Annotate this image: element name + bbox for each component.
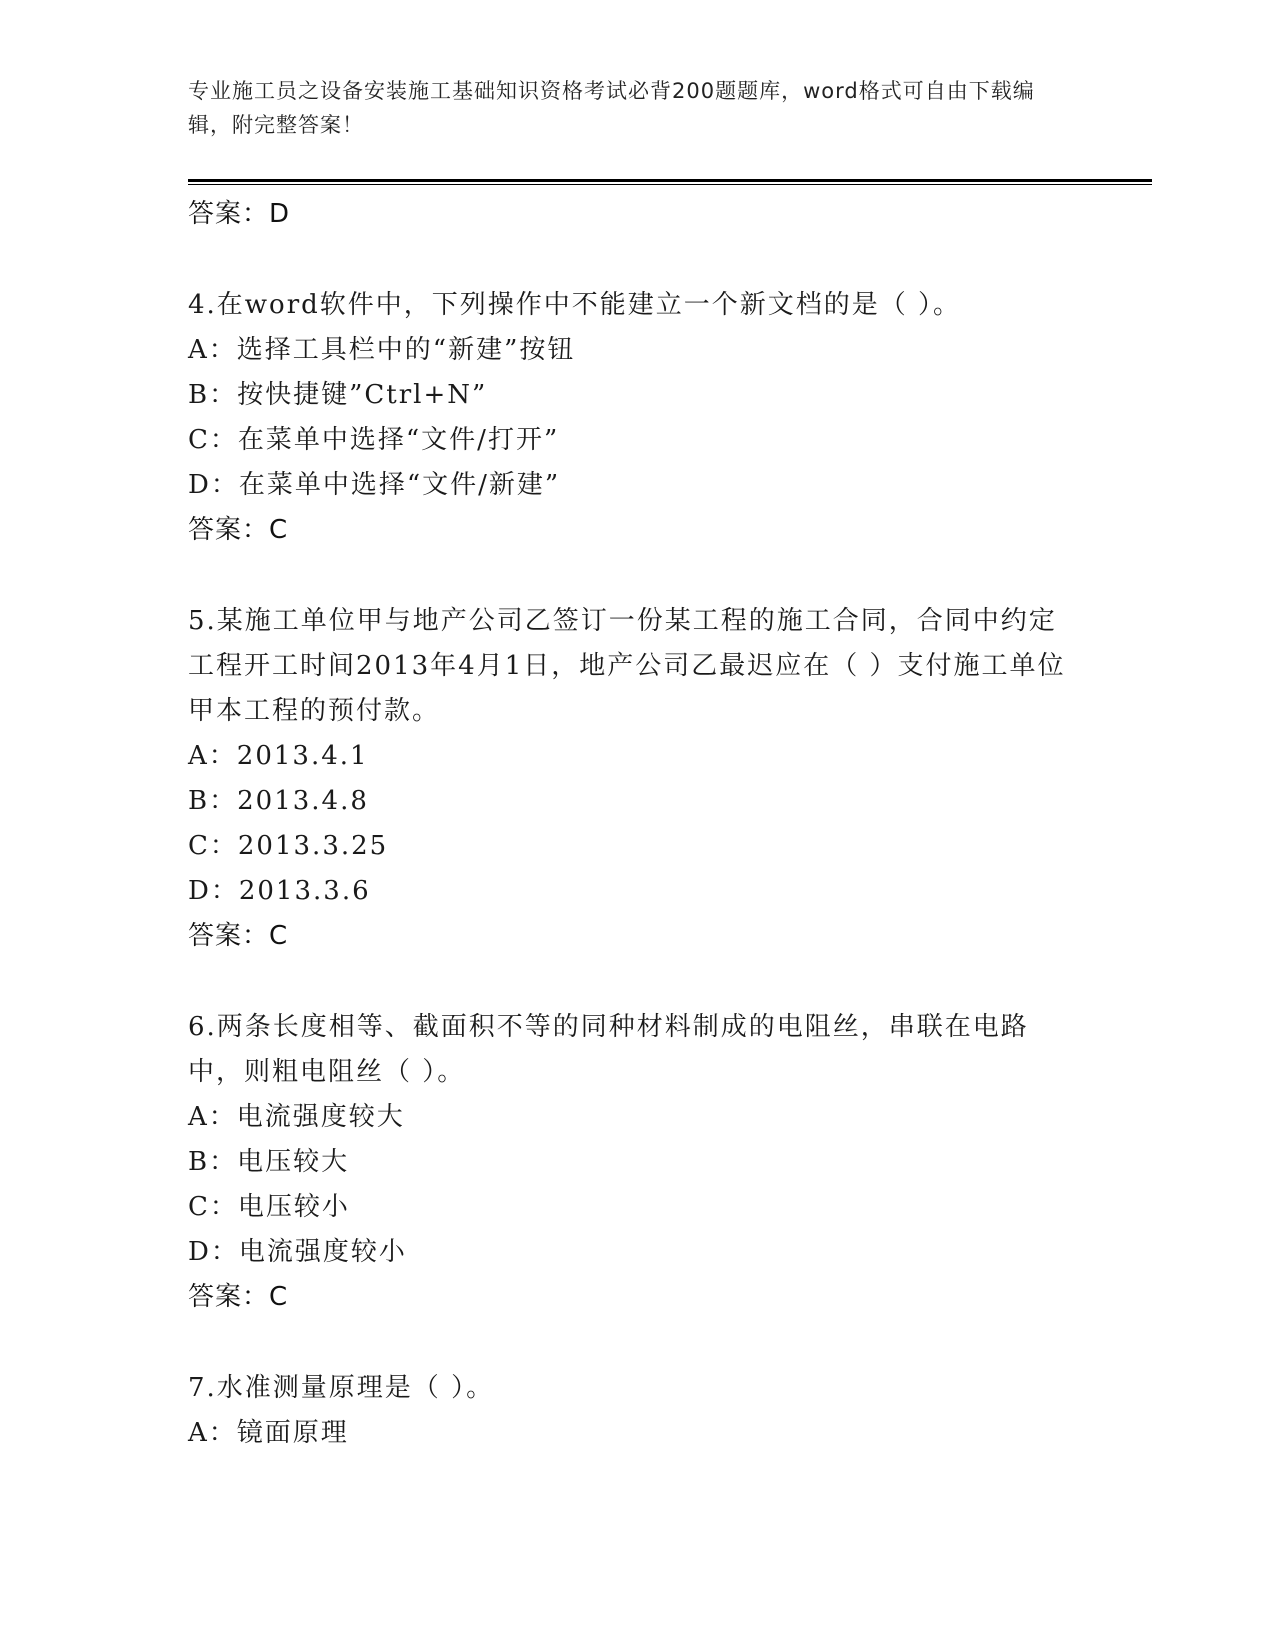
- option-b: B：2013.4.8: [188, 786, 369, 816]
- option-b: B：按快捷键”Ctrl+N”: [188, 380, 488, 410]
- question-stem: 7.水准测量原理是（ ）。: [188, 1373, 495, 1403]
- option-d: D：2013.3.6: [188, 876, 371, 906]
- option-c: C：2013.3.25: [188, 831, 389, 861]
- spacer: [188, 237, 1068, 283]
- question-stem: 5.某施工单位甲与地产公司乙签订一份某工程的施工合同，合同中约定工程开工时间2013年4月1日，地产公司乙最迟应在（ ）支付施工单位甲本工程的预付款。: [188, 606, 1066, 726]
- option-d: D：电流强度较小: [188, 1237, 407, 1267]
- option-b: B：电压较大: [188, 1147, 350, 1177]
- spacer: [188, 553, 1068, 599]
- option-a: A：电流强度较大: [188, 1102, 405, 1132]
- document-header: 专业施工员之设备安装施工基础知识资格考试必背200题题库，word格式可自由下载编辑，附完整答案！: [188, 79, 1035, 137]
- answer: 答案：C: [188, 515, 289, 545]
- document-body: [188, 192, 1068, 1456]
- question-stem: 4.在word软件中，下列操作中不能建立一个新文档的是（ ）。: [188, 290, 962, 320]
- answer: 答案：C: [188, 921, 289, 951]
- option-c: C：在菜单中选择“文件/打开”: [188, 425, 560, 455]
- answer: 答案：C: [188, 1282, 289, 1312]
- question-6: [188, 1005, 1068, 1320]
- header-rule-thin: [188, 184, 1152, 185]
- question-7: [188, 1366, 1068, 1456]
- header-rule-thick: [188, 179, 1152, 182]
- question-4: [188, 283, 1068, 553]
- option-d: D：在菜单中选择“文件/新建”: [188, 470, 561, 500]
- option-c: C：电压较小: [188, 1192, 350, 1222]
- option-a: A：选择工具栏中的“新建”按钮: [188, 335, 576, 365]
- question-5: [188, 599, 1068, 959]
- option-a: A：镜面原理: [188, 1418, 349, 1448]
- spacer: [188, 959, 1068, 1005]
- question-stem: 6.两条长度相等、截面积不等的同种材料制成的电阻丝，串联在电路中，则粗电阻丝（ ）。: [188, 1012, 1029, 1087]
- option-a: A：2013.4.1: [188, 741, 369, 771]
- answer-q3: 答案：D: [188, 199, 291, 229]
- spacer: [188, 1320, 1068, 1366]
